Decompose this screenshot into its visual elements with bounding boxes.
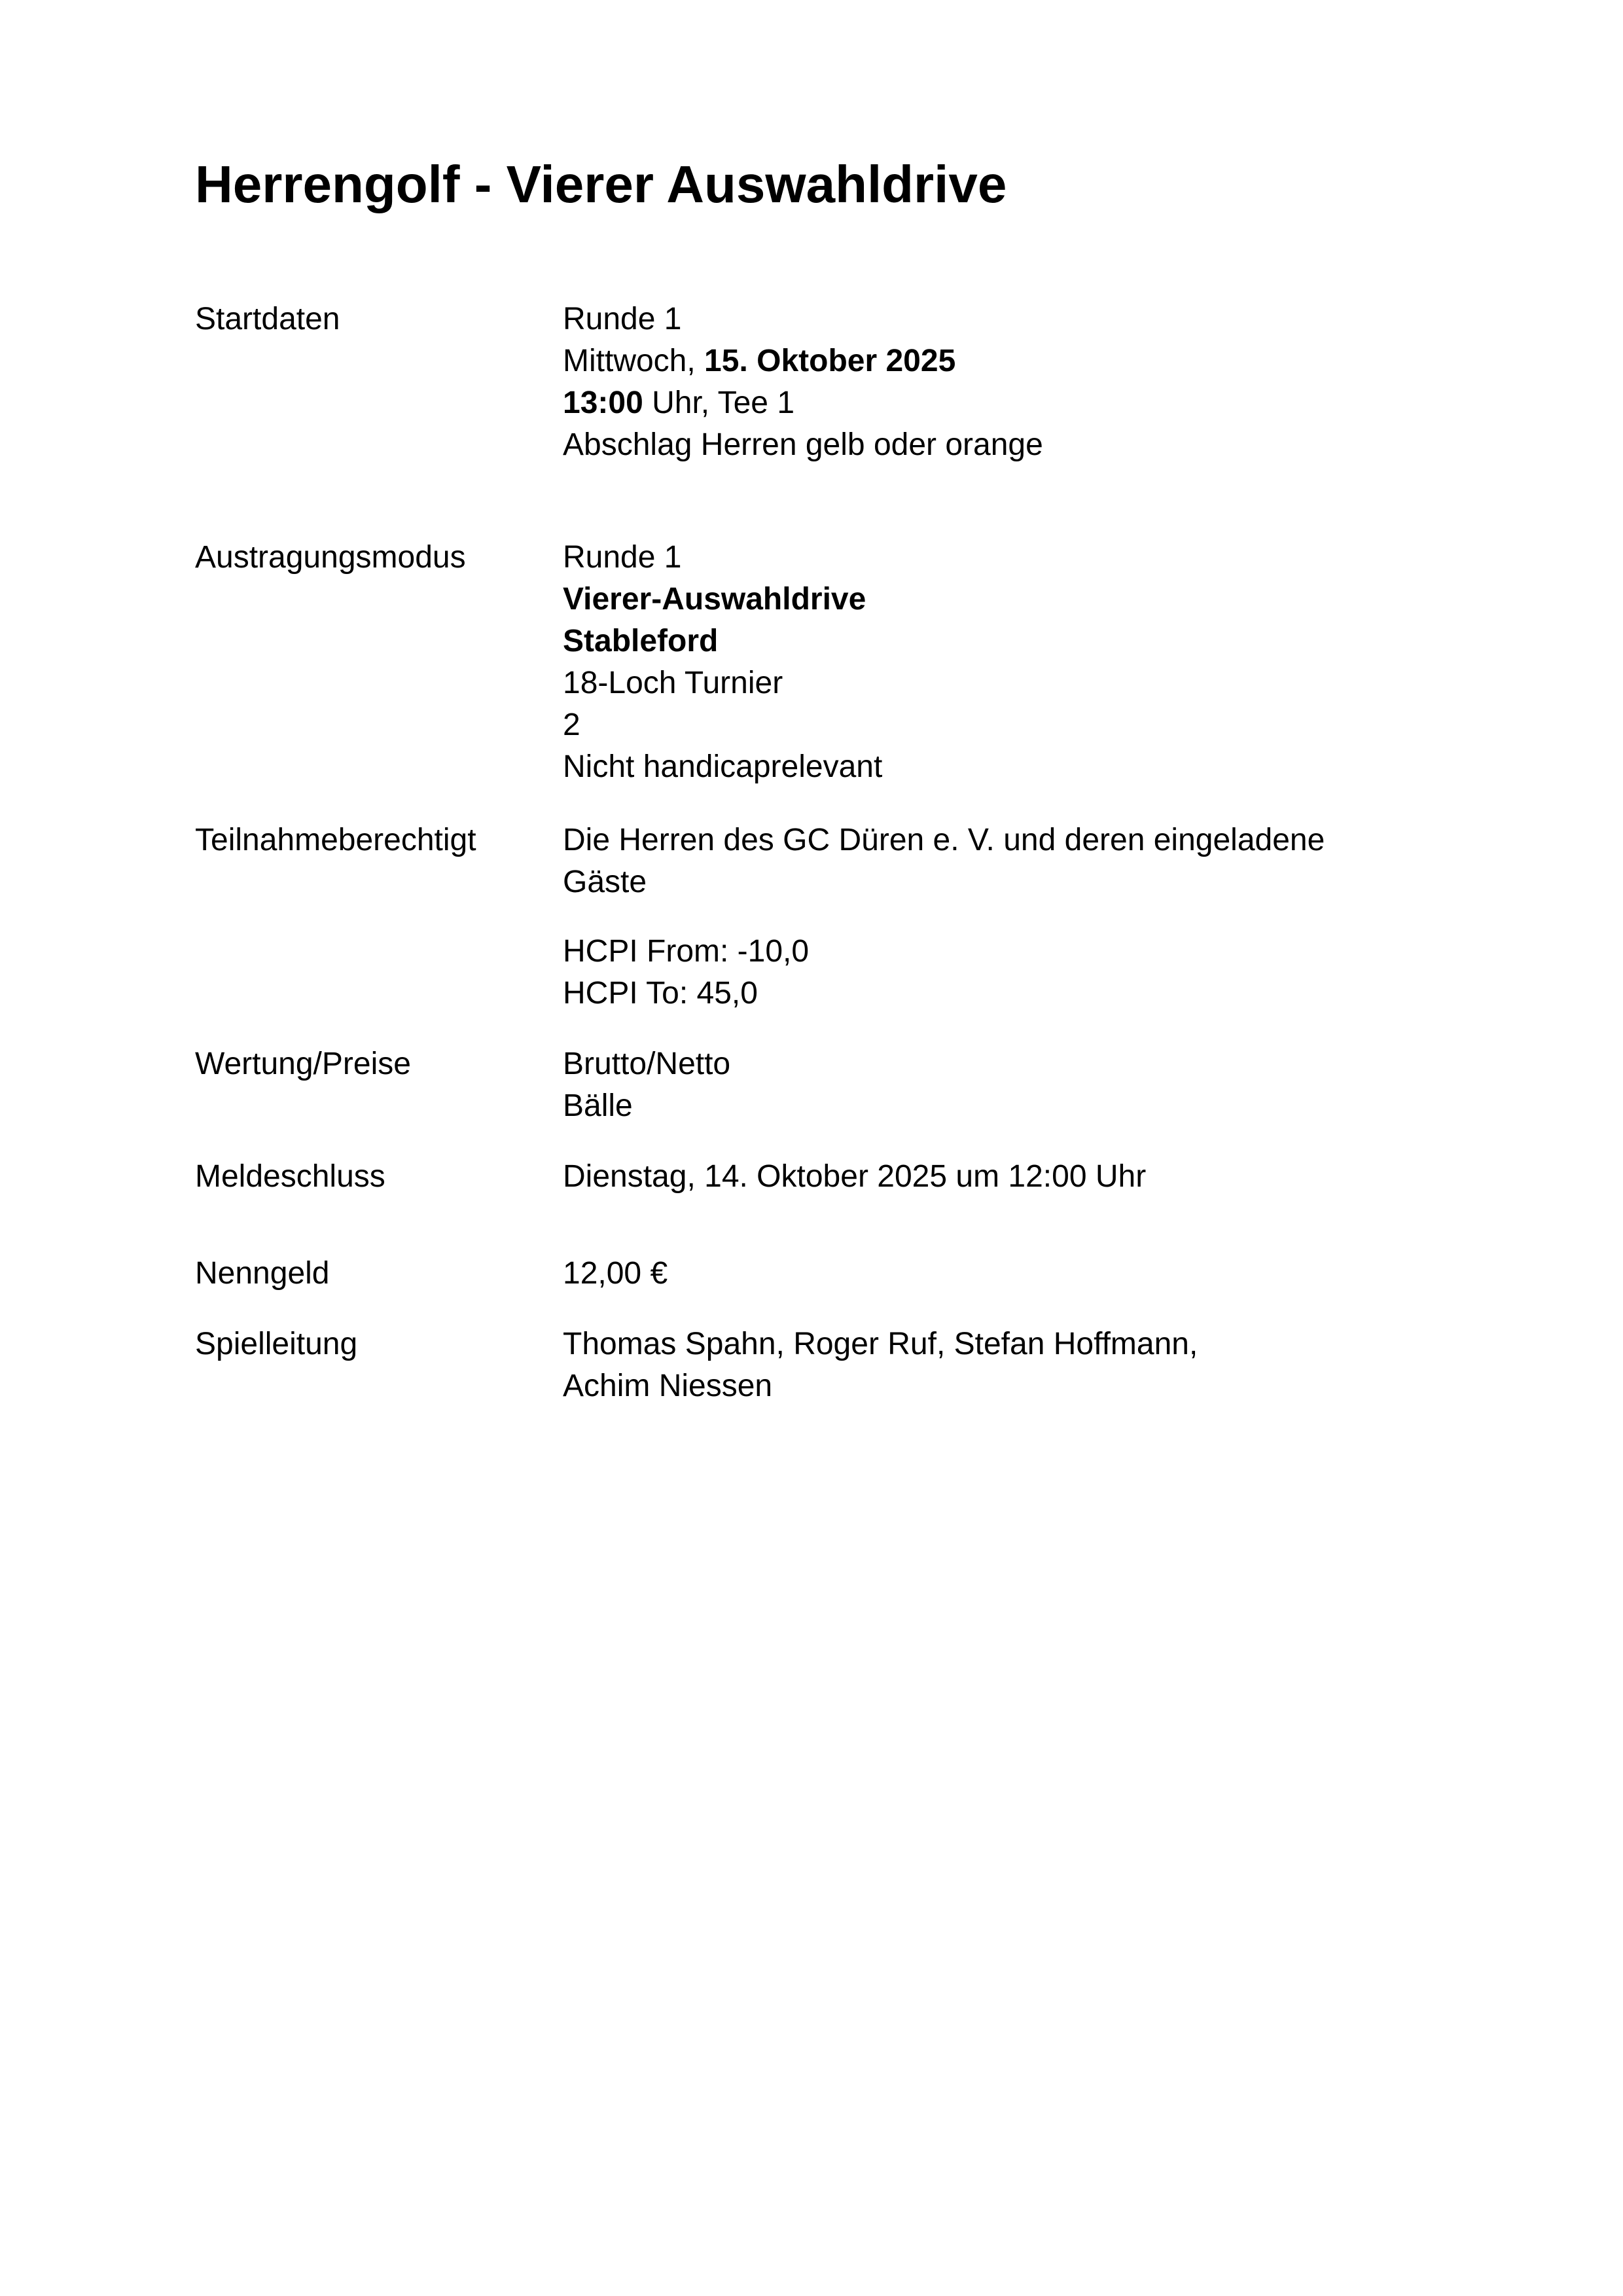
startdaten-weekday: Mittwoch,	[563, 344, 705, 378]
spielleitung-value	[563, 1323, 1198, 1407]
austragungsmodus-number: 2	[563, 708, 580, 742]
teilnahme-hcpi	[563, 931, 809, 1014]
austragungsmodus-handicap: Nicht handicaprelevant	[563, 749, 883, 784]
page-title: Herrengolf - Vierer Auswahldrive	[195, 155, 1007, 213]
austragungsmodus-label: Austragungsmodus	[195, 540, 466, 575]
meldeschluss-label: Meldeschluss	[195, 1159, 385, 1194]
spielleitung-label: Spielleitung	[195, 1327, 358, 1361]
startdaten-label: Startdaten	[195, 302, 340, 336]
wertung-line2: Bälle	[563, 1088, 633, 1123]
teilnahme-line2: Gäste	[563, 865, 647, 899]
startdaten-time-line	[563, 382, 1043, 424]
startdaten-tee-info: Abschlag Herren gelb oder orange	[563, 427, 1043, 462]
startdaten-date: 15. Oktober 2025	[704, 344, 956, 378]
wertung-line1: Brutto/Netto	[563, 1047, 731, 1081]
teilnahme-label: Teilnahmeberechtigt	[195, 823, 476, 857]
wertung-value	[563, 1043, 730, 1127]
austragungsmodus-scoring: Stableford	[563, 624, 719, 658]
hcpi-from: HCPI From: -10,0	[563, 934, 810, 969]
meldeschluss-value: Dienstag, 14. Oktober 2025 um 12:00 Uhr	[563, 1159, 1147, 1194]
teilnahme-value	[563, 819, 1325, 903]
spielleitung-line2: Achim Niessen	[563, 1369, 773, 1403]
startdaten-value	[563, 298, 1043, 466]
spielleitung-line1: Thomas Spahn, Roger Ruf, Stefan Hoffmann,	[563, 1327, 1198, 1361]
nenngeld-label: Nenngeld	[195, 1256, 330, 1291]
startdaten-time-suffix: Uhr, Tee 1	[643, 386, 795, 420]
austragungsmodus-format: Vierer-Auswahldrive	[563, 582, 866, 617]
austragungsmodus-value	[563, 537, 882, 788]
austragungsmodus-holes: 18-Loch Turnier	[563, 666, 783, 700]
wertung-label: Wertung/Preise	[195, 1047, 411, 1081]
startdaten-round: Runde 1	[563, 302, 682, 336]
startdaten-date-line	[563, 340, 1043, 382]
austragungsmodus-round: Runde 1	[563, 540, 682, 575]
startdaten-time: 13:00	[563, 386, 643, 420]
nenngeld-value: 12,00 €	[563, 1256, 668, 1291]
hcpi-to: HCPI To: 45,0	[563, 976, 758, 1011]
teilnahme-line1: Die Herren des GC Düren e. V. und deren eingeladene	[563, 823, 1325, 857]
